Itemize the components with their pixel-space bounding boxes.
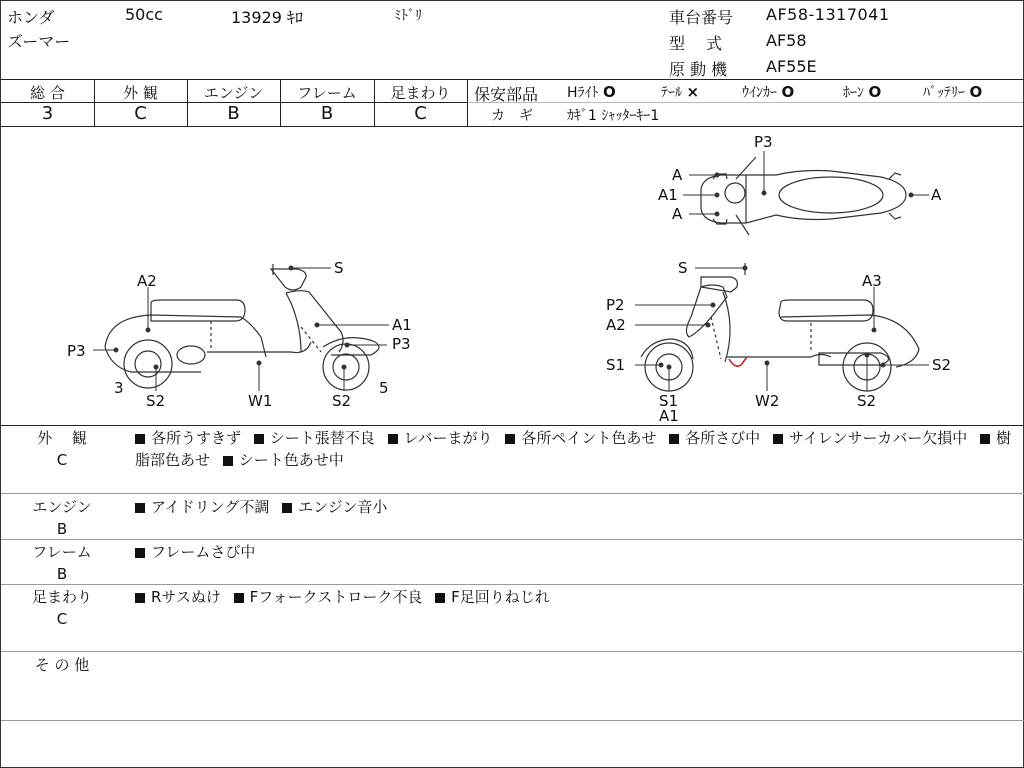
divider	[1, 651, 1024, 652]
diagram-label: P2	[606, 296, 625, 314]
note-body: 各所うすきず シート張替不良 レバーまがり 各所ペイント色あせ 各所さび中 サイレンサーカバー欠損中 樹脂部色あせ シート色あせ中	[135, 429, 1011, 469]
note-head: そ の 他	[34, 656, 90, 674]
divider	[1, 720, 1024, 721]
mileage: 13929 ｷﾛ	[231, 8, 303, 27]
divider	[468, 102, 1023, 103]
safety-item-battery: ﾊﾞｯﾃﾘｰ O	[923, 83, 983, 101]
diagram-label: A	[931, 186, 942, 204]
grade-header-total: 総 合	[30, 84, 65, 102]
diagram-label: P3	[392, 335, 411, 353]
safety-item-headlight: Hﾗｲﾄ O	[567, 83, 616, 101]
top-view-scooter	[701, 157, 906, 235]
divider	[1, 539, 1024, 540]
divider	[1, 79, 1024, 80]
diagram-label: S1	[659, 392, 679, 410]
diagram-label: S2	[857, 392, 877, 410]
note-head: フレーム B	[32, 543, 92, 583]
divider	[467, 79, 468, 127]
key-value: ｶｷﾞ1 ｼｬｯﾀｰｷｰ1	[567, 108, 660, 124]
note-head: 足まわり C	[31, 588, 92, 628]
grade-frame: B	[320, 103, 334, 124]
note-body: フレームさび中	[135, 541, 1015, 563]
grade-suspension: C	[414, 103, 427, 124]
diagram-label: S	[678, 259, 688, 277]
diagram-label: S2	[932, 356, 952, 374]
scooter-diagrams	[1, 127, 1023, 425]
diagram-label: W2	[755, 392, 780, 410]
type-value: AF58	[766, 31, 807, 50]
safety-label: 保安部品	[474, 85, 539, 104]
diagram-label: P3	[754, 133, 773, 151]
type-label: 型 式	[669, 34, 723, 53]
frame-no-label: 車台番号	[669, 8, 734, 27]
note-body: Rサスぬけ Fフォークストローク不良 F足回りねじれ	[135, 586, 1015, 608]
diagram-label: S	[334, 259, 344, 277]
grade-header-frame: フレーム	[297, 84, 357, 102]
note-head: 外 観 C	[37, 429, 87, 469]
engine-label: 原 動 機	[669, 60, 728, 79]
diagram-label: A	[672, 166, 683, 184]
diagram-label: S1	[606, 356, 626, 374]
diagram-label: 5	[379, 379, 389, 397]
grade-header-engine: エンジン	[203, 84, 264, 102]
key-label: カ ギ	[491, 108, 533, 124]
diagram-label: S2	[332, 392, 352, 410]
grade-engine: B	[227, 103, 240, 124]
diagram-label: A1	[659, 407, 679, 425]
model-name: ズーマー	[7, 32, 71, 51]
note-body: アイドリング不調 エンジン音小	[135, 496, 1015, 518]
diagram-label: P3	[67, 342, 86, 360]
divider	[1, 584, 1024, 585]
diagram-label: A2	[137, 272, 157, 290]
displacement: 50cc	[125, 5, 163, 24]
diagram-label: A	[672, 205, 683, 223]
color: ﾐﾄﾞﾘ	[394, 8, 422, 24]
grade-header-exterior: 外 観	[123, 84, 158, 102]
divider	[1, 425, 1024, 426]
diagram-label: A1	[658, 186, 678, 204]
grade-exterior: C	[134, 103, 147, 124]
diagram-label: A2	[606, 316, 626, 334]
safety-item-tail: ﾃｰﾙ ×	[661, 83, 700, 101]
diagram-label: A1	[392, 316, 412, 334]
diagram-label: S2	[146, 392, 166, 410]
divider	[1, 493, 1024, 494]
safety-item-horn: ﾎｰﾝ O	[843, 83, 882, 101]
grade-total: 3	[41, 103, 54, 124]
safety-item-winker: ｳｲﾝｶｰ O	[742, 83, 795, 101]
frame-no-value: AF58-1317041	[766, 5, 890, 24]
diagram-label: W1	[248, 392, 273, 410]
engine-value: AF55E	[766, 57, 817, 76]
note-head: エンジン B	[32, 498, 92, 538]
maker: ホンダ	[7, 8, 55, 27]
diagram-label: A3	[862, 272, 882, 290]
diagram-label: 3	[114, 379, 124, 397]
grade-header-suspension: 足まわり	[390, 84, 451, 102]
